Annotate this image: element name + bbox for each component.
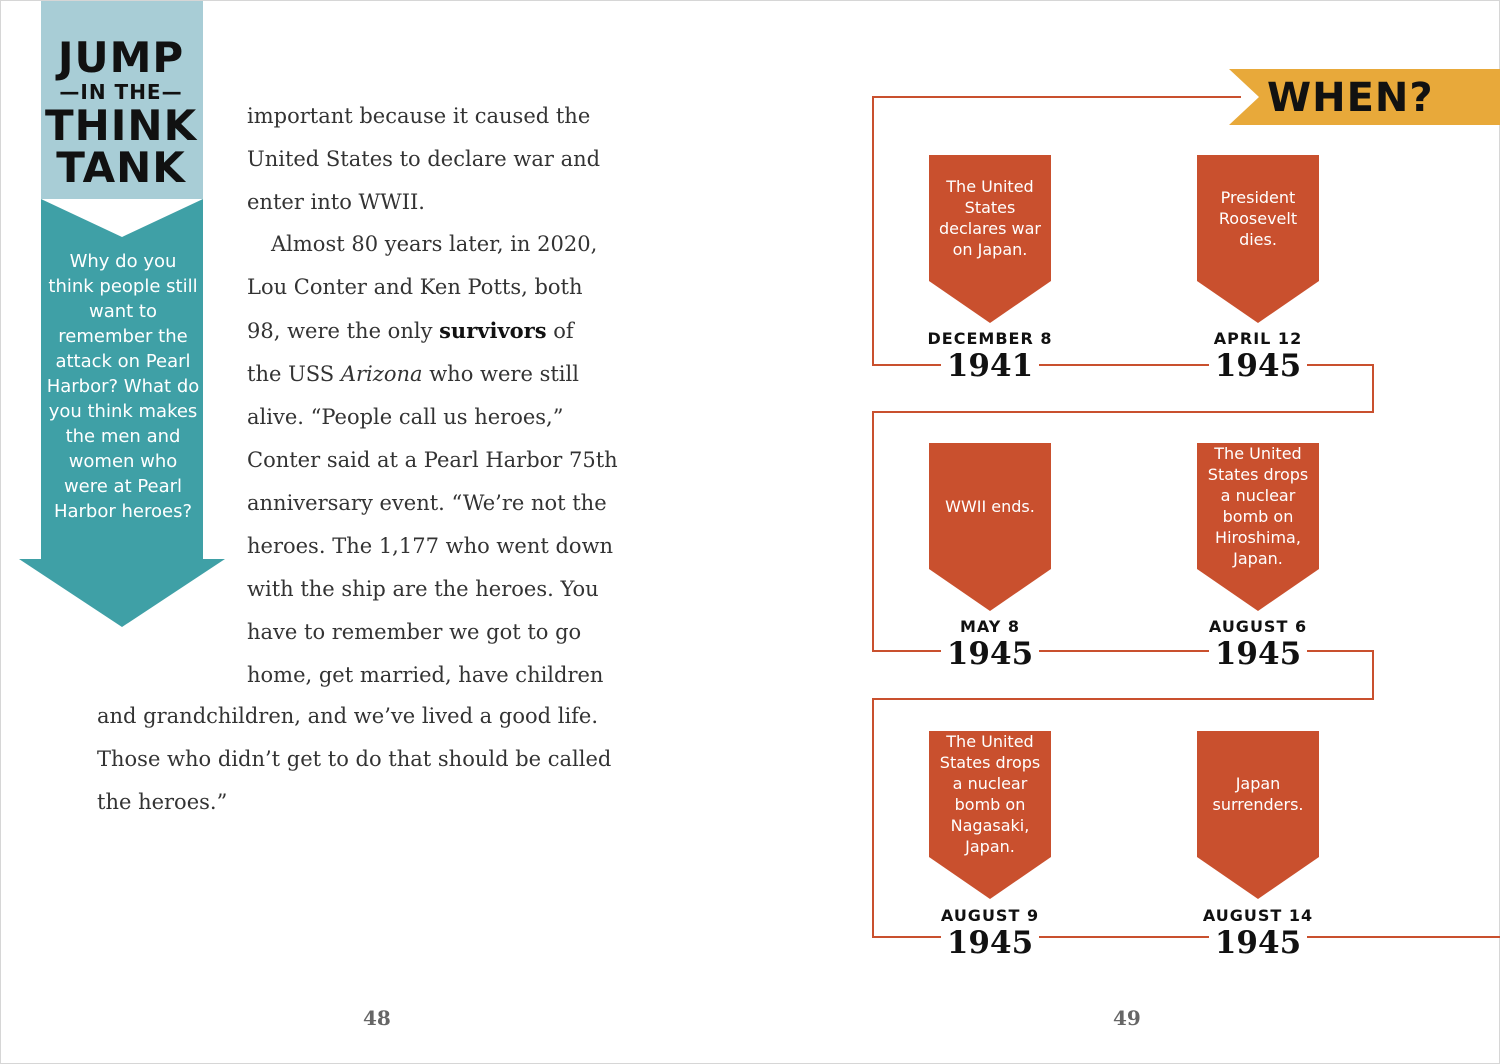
text-run: who were still: [422, 362, 579, 386]
event-year: 1945: [1209, 349, 1307, 383]
page-number-right: 49: [1113, 1006, 1141, 1030]
event-year: 1945: [941, 926, 1039, 960]
event-date: [915, 906, 1065, 960]
event-day: APRIL 12: [1213, 329, 1303, 348]
event-description: The United States drops a nuclear bomb on Nagasaki, Japan.: [939, 732, 1041, 856]
text-line: [247, 223, 657, 266]
text-run: the USS: [247, 362, 341, 386]
event-description: The United States drops a nuclear bomb on Hiroshima, Japan.: [1207, 444, 1309, 568]
page-number-left: 48: [363, 1006, 391, 1030]
timeline-event: [1197, 443, 1319, 613]
event-year: 1945: [1209, 926, 1307, 960]
text-run: of: [546, 319, 574, 343]
event-date: [915, 617, 1065, 671]
text-run: 98, were the only: [247, 319, 440, 343]
think-tank-title-line3: THINK: [45, 101, 198, 150]
think-tank-title-line2: —IN THE—: [59, 80, 183, 104]
text-line: home, get married, have children: [247, 663, 604, 687]
event-date: [1183, 906, 1333, 960]
text-line: alive. “People call us heroes,”: [247, 405, 564, 429]
think-tank-title-line1: JUMP: [57, 33, 185, 82]
event-description: President Roosevelt dies.: [1218, 187, 1298, 249]
text-line: Lou Conter and Ken Potts, both: [247, 275, 583, 299]
event-year: 1941: [941, 349, 1039, 383]
text-line: and grandchildren, and we’ve lived a good life.: [97, 704, 599, 728]
text-line: Those who didn’t get to do that should be called: [97, 747, 612, 771]
text-line: important because it caused the: [247, 104, 591, 128]
think-tank-question: Why do you think people still want to remember the attack on Pearl Harbor? What do you think makes the men and women who were at Pearl Harbor heroes?: [46, 251, 200, 522]
event-year: 1945: [1209, 637, 1307, 671]
text-line-survivors: [247, 309, 657, 353]
event-description: Japan surrenders.: [1212, 774, 1304, 814]
text-line: enter into WWII.: [247, 190, 425, 214]
event-day: MAY 8: [959, 617, 1021, 636]
paragraph-continued: [247, 95, 657, 224]
event-day: AUGUST 6: [1208, 617, 1308, 636]
event-day: AUGUST 9: [940, 906, 1040, 925]
event-day: AUGUST 14: [1202, 906, 1314, 925]
ship-name-arizona: Arizona: [340, 362, 423, 386]
text-line: the heroes.”: [97, 790, 228, 814]
think-tank-title-line4: TANK: [56, 143, 186, 192]
text-line: heroes. The 1,177 who went down: [247, 534, 614, 558]
timeline-event: [1197, 731, 1319, 901]
timeline-event: [929, 155, 1051, 325]
text-line: anniversary event. “We’re not the: [247, 491, 607, 515]
event-description: The United States declares war on Japan.: [938, 177, 1041, 259]
event-date: [1183, 329, 1333, 383]
event-date: [915, 329, 1065, 383]
event-description: WWII ends.: [945, 496, 1035, 516]
event-day: DECEMBER 8: [927, 329, 1053, 348]
paragraph-quote-end: [97, 695, 657, 824]
text-line: United States to declare war and: [247, 147, 601, 171]
timeline-event: [929, 731, 1051, 901]
think-tank-title: [45, 33, 198, 192]
when-banner-title: WHEN?: [1267, 75, 1434, 121]
glossary-term-survivors: survivors: [439, 318, 547, 343]
text-line-content: Almost 80 years later, in 2020,: [271, 232, 598, 256]
paragraph-survivors: [247, 223, 657, 697]
text-line: have to remember we got to go: [247, 620, 582, 644]
event-date: [1183, 617, 1333, 671]
text-line-arizona: [247, 353, 657, 396]
text-line: with the ship are the heroes. You: [247, 577, 599, 601]
timeline-event: [1197, 155, 1319, 325]
timeline-event: [929, 443, 1051, 613]
text-line: Conter said at a Pearl Harbor 75th: [247, 448, 618, 472]
event-year: 1945: [941, 637, 1039, 671]
think-tank-sidebar: [1, 1, 241, 641]
